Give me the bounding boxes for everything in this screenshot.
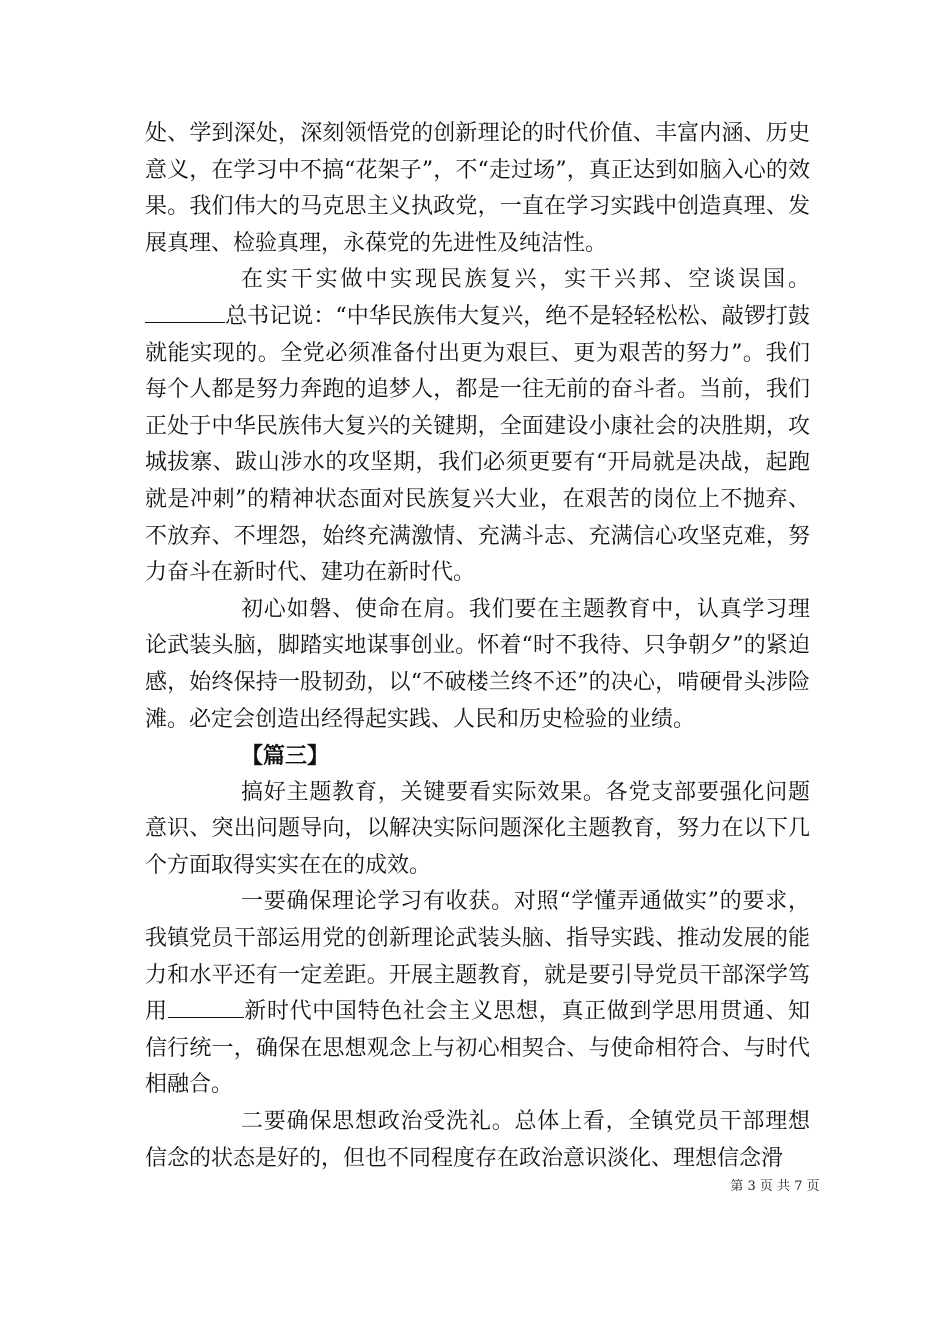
fill-in-blank <box>168 997 244 1018</box>
paragraph-2-text-b: 总书记说：“中华民族伟大复兴，绝不是轻轻松松、敲锣打鼓就能实现的。全党必须准备付出更为艰巨、更为艰苦的努力”。我们每个人都是努力奔跑的追梦人，都是一往无前的奋斗者。当前，我们正处于中华民族伟大复兴的关键期，全面建设小康社会的决胜期，攻城拔寨、跋山涉水的攻坚期，我们必须更要有“开局就是决战，起跑就是冲刺”的精神状态面对民族复兴大业，在艰苦的岗位上不抛弃、不放弃、不埋怨，始终充满激情、充满斗志、充满信心攻坚克难，努力奋斗在新时代、建功在新时代。 <box>145 303 810 586</box>
page-footer <box>0 1175 950 1194</box>
document-body <box>145 116 810 1177</box>
page-number: 第 3 页 共 7 页 <box>730 1179 820 1194</box>
paragraph-2 <box>145 262 810 591</box>
fill-in-blank <box>145 302 225 323</box>
section-paragraph-2-text-a: 一要确保理论学习有收获。对照“学懂弄通做实”的要求，我镇党员干部运用党的创新理论武装头脑、指导实践、推动发展的能力和水平还有一定差距。开展主题教育，就是要引导党员干部深学笃用 <box>145 889 810 1025</box>
paragraph-1: 处、学到深处，深刻领悟党的创新理论的时代价值、丰富内涵、历史意义，在学习中不搞“花架子”，不“走过场”，真正达到如脑入心的效果。我们伟大的马克思主义执政党，一直在学习实践中创造真理、发展真理、检验真理，永葆党的先进性及纯洁性。 <box>145 121 810 256</box>
section-paragraph-2-text-b: 新时代中国特色社会主义思想，真正做到学思用贯通、知信行统一，确保在思想观念上与初心相契合、与使命相符合、与时代相融合。 <box>145 999 810 1098</box>
section-paragraph-1: 搞好主题教育，关键要看实际效果。各党支部要强化问题意识、突出问题导向，以解决实际问题深化主题教育，努力在以下几个方面取得实实在在的成效。 <box>145 779 810 878</box>
section-paragraph-2 <box>145 884 810 1104</box>
paragraph-2-text-a: 在实干实做中实现民族复兴，实干兴邦、空谈误国。 <box>241 267 810 293</box>
section-heading: 【篇三】 <box>241 743 330 770</box>
paragraph-3: 初心如磐、使命在肩。我们要在主题教育中，认真学习理论武装头脑，脚踏实地谋事创业。怀着“时不我待、只争朝夕”的紧迫感，始终保持一股韧劲，以“不破楼兰终不还”的决心，啃硬骨头涉险滩。必定会创造出经得起实践、人民和历史检验的业绩。 <box>145 596 810 732</box>
section-paragraph-3: 二要确保思想政治受洗礼。总体上看，全镇党员干部理想信念的状态是好的，但也不同程度存在政治意识淡化、理想信念滑 <box>145 1109 810 1171</box>
